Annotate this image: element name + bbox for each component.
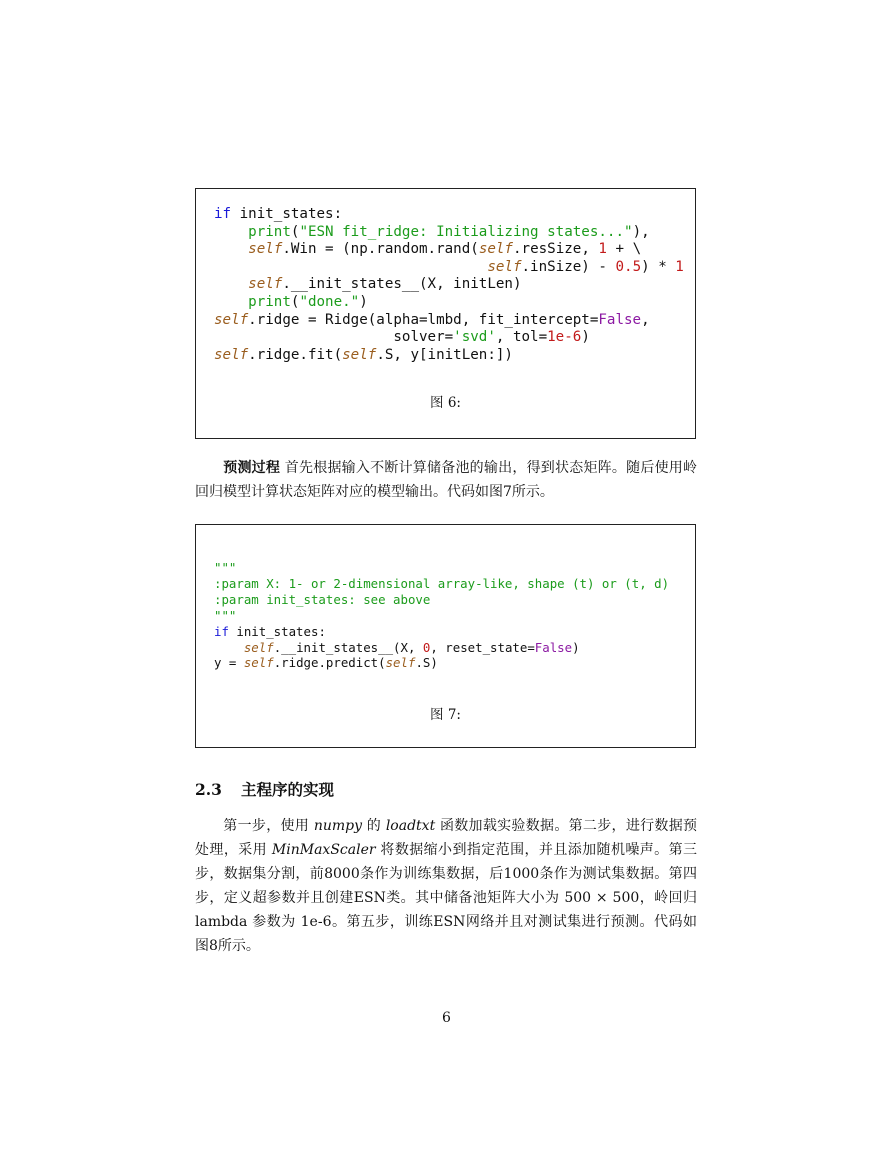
figure-6-caption: 图 6:: [430, 395, 461, 411]
code-7-line: """: [214, 560, 237, 575]
code-6-line: self.ridge = Ridge(alpha=lmbd, fit_intercept=False,: [214, 311, 650, 328]
code-7-line: if init_states:: [214, 623, 326, 639]
paragraph-text: 的: [362, 818, 386, 834]
section-number: 2.3: [195, 780, 222, 799]
section-heading: [195, 778, 334, 800]
italic-term: numpy: [313, 818, 363, 834]
code-7-line: :param init_states: see above: [214, 591, 431, 607]
page-number: 6: [442, 1010, 451, 1026]
prediction-text: 首先根据输入不断计算储备池的输出，得到状态矩阵。随后使用岭回归模型计算状态矩阵对应的模型输出。代码如图7所示。: [195, 460, 698, 500]
code-block-figure-7: [214, 560, 669, 671]
figure-6: [195, 188, 696, 439]
code-6-line: self.inSize) - 0.5) * 1: [487, 258, 684, 275]
paragraph-text: 将数据缩小到指定范围，并且添加随机噪声。第三步，数据集分割，前8000条作为训练集数据，后1000条作为测试集数据。第四步，定义超参数并且创建ESN类。其中储备池矩阵大小为 500 × 500，岭回归 lambda 参数为 1e-6。第五步，训练ESN网络并且对测试集进行预测。代码如图8所示。: [195, 842, 697, 954]
code-6-line: solver='svd', tol=1e-6): [214, 329, 590, 346]
figure-7: [195, 524, 696, 748]
code-6-line: self.__init_states__(X, initLen): [248, 276, 522, 293]
prediction-paragraph: [195, 456, 697, 504]
code-6-line: self.ridge.fit(self.S, y[initLen:]): [214, 346, 513, 363]
prediction-label: 预测过程: [223, 460, 281, 476]
paragraph-text: 第一步，使用: [223, 818, 314, 834]
code-6-line: self.Win = (np.random.rand(self.resSize, 1 + \: [248, 241, 642, 258]
code-7-line: """: [214, 607, 237, 623]
code-7-line: self.__init_states__(X, 0, reset_state=False): [243, 639, 580, 655]
figure-7-caption: 图 7:: [430, 707, 461, 723]
code-7-line: y = self.ridge.predict(self.S): [214, 655, 438, 671]
italic-term: loadtxt: [385, 818, 436, 834]
code-6-line: print("done."): [248, 293, 368, 310]
italic-term: MinMaxScaler: [271, 842, 376, 858]
code-7-line: :param X: 1- or 2-dimensional array-like, shape (t) or (t, d): [214, 575, 670, 591]
code-block-figure-6: [214, 206, 684, 364]
code-6-line: print("ESN fit_ridge: Initializing states..."),: [248, 223, 650, 240]
paragraph-text: 函数加载实验数据。第二步，进行数据预处理，采用: [195, 818, 698, 858]
code-6-line: if init_states:: [214, 206, 343, 222]
section-title: 主程序的实现: [241, 781, 335, 799]
main-program-paragraph: [195, 814, 697, 958]
